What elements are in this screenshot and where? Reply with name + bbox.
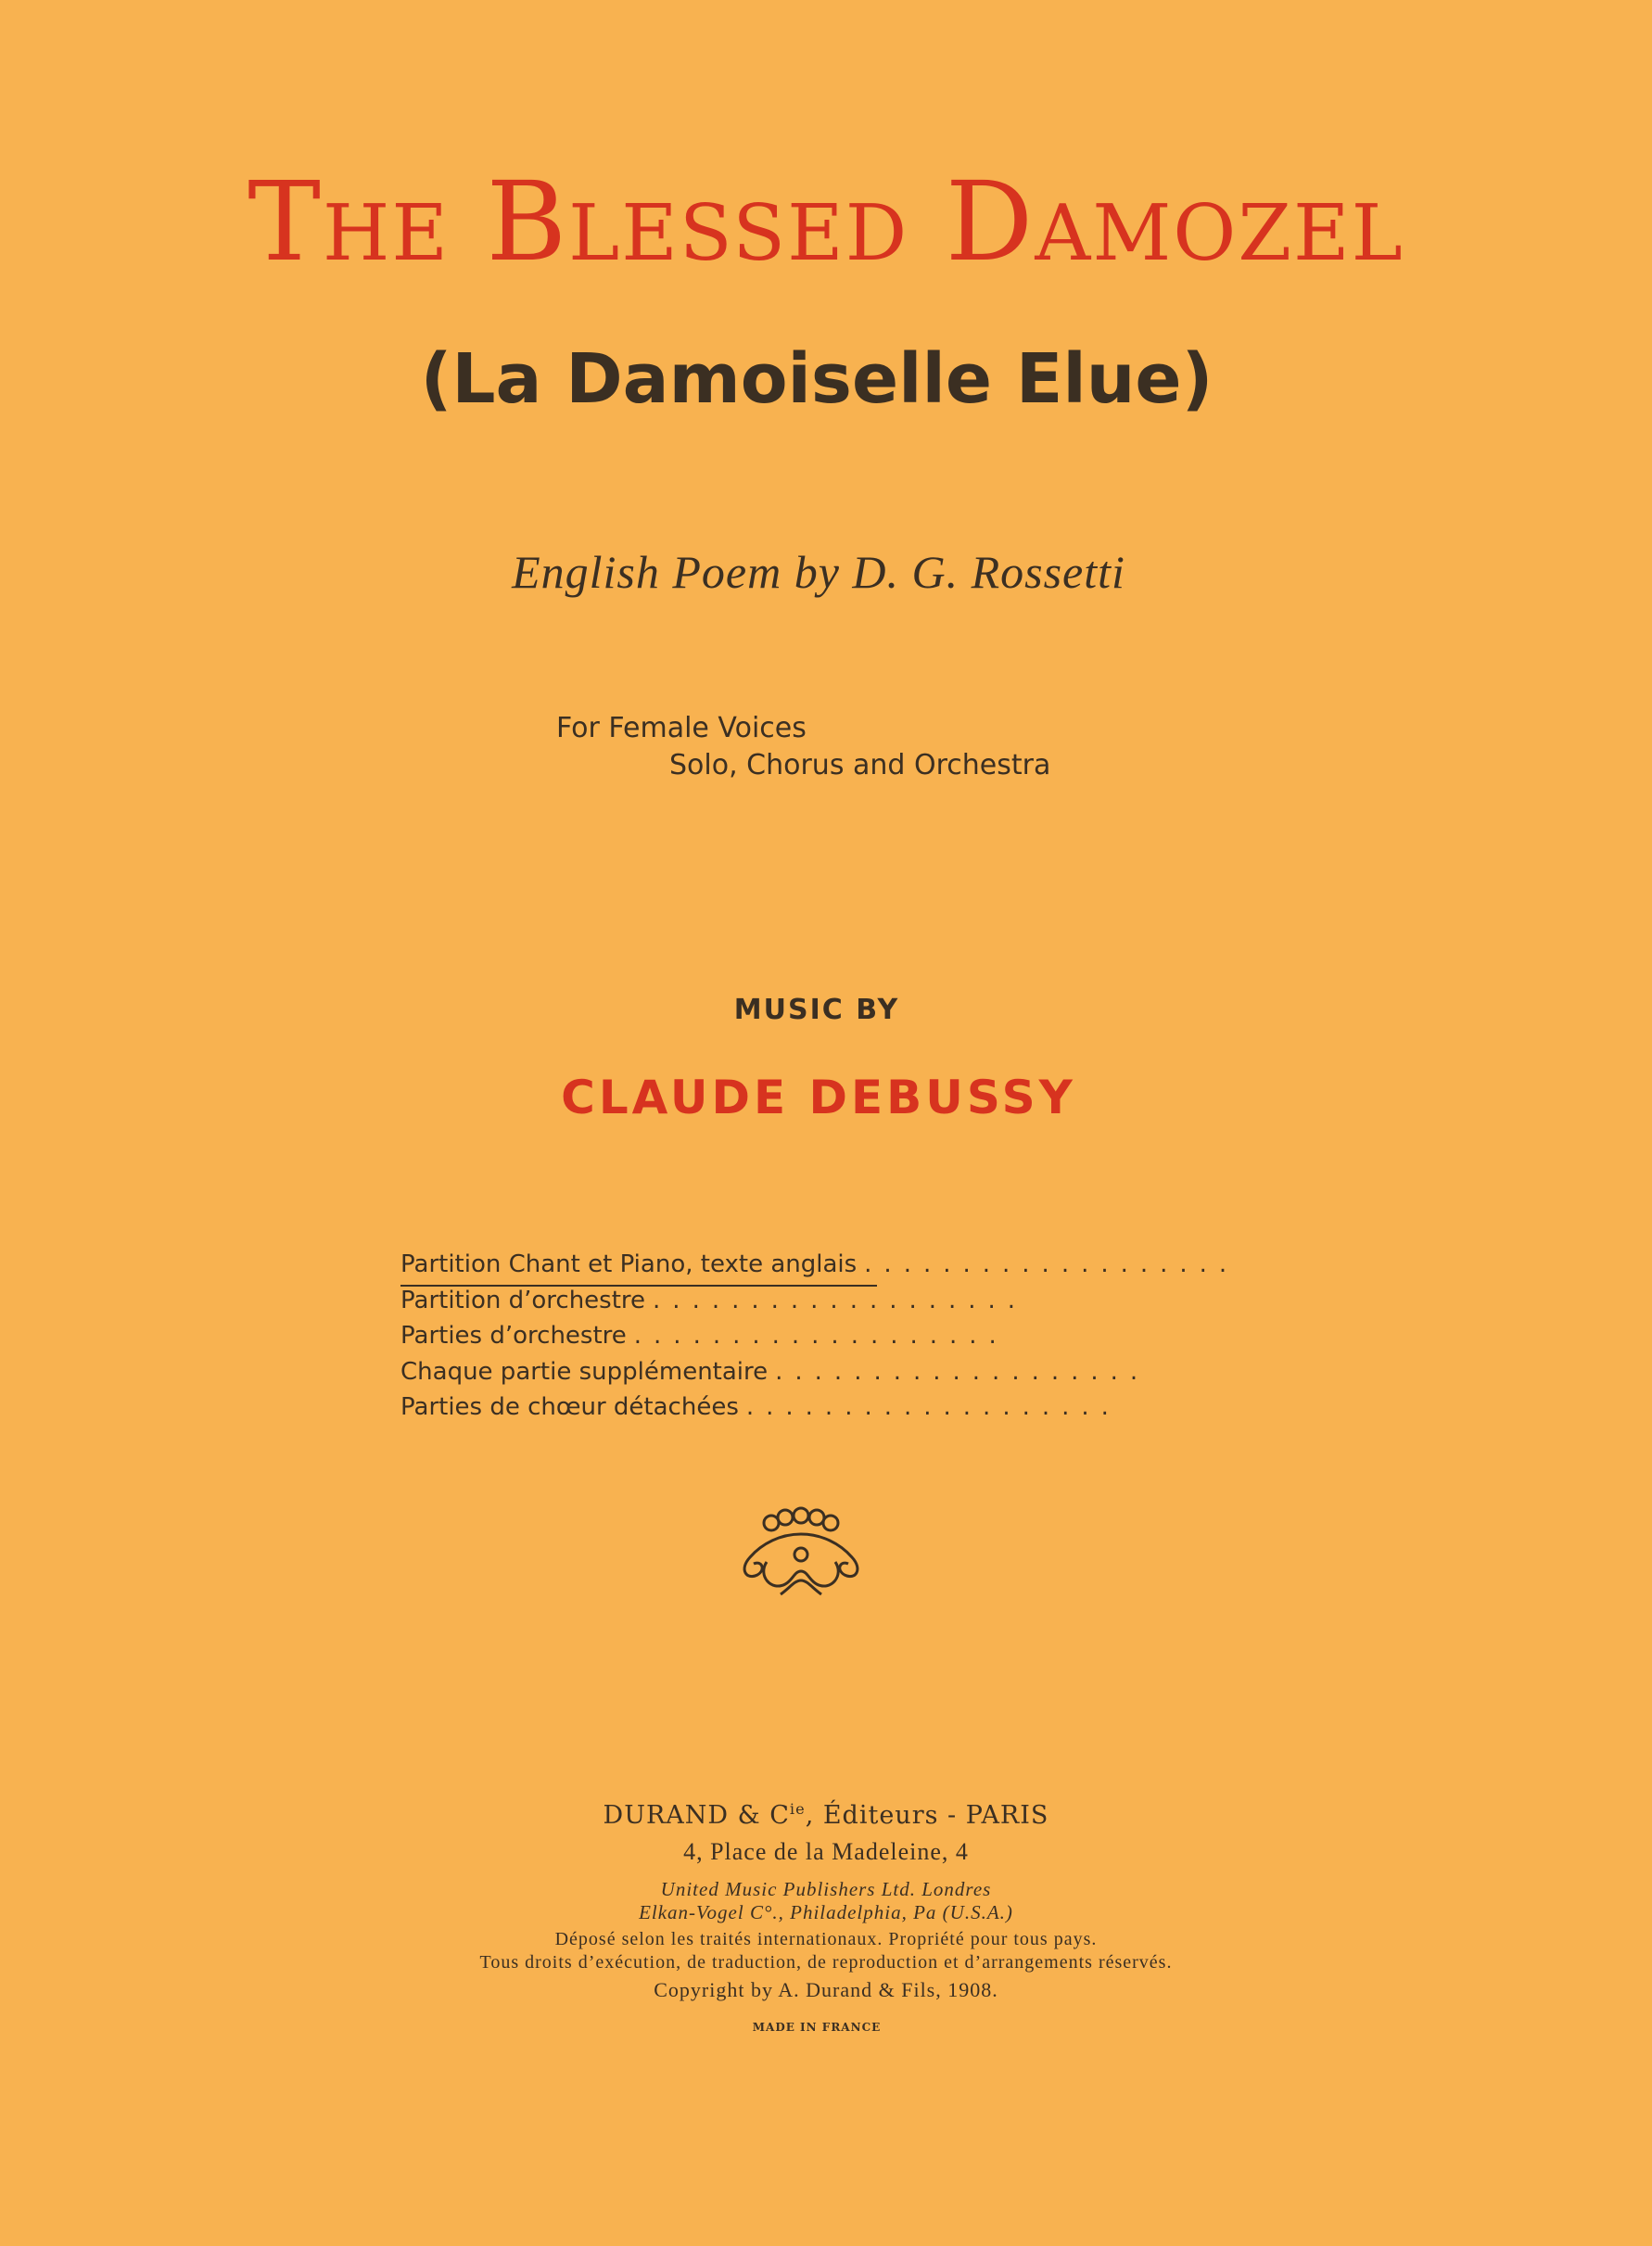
publisher-name-sup: ie — [789, 1800, 806, 1818]
leader-dots: ................... — [633, 1322, 1009, 1350]
composer-name: CLAUDE DEBUSSY — [561, 1071, 1076, 1124]
publisher-name — [0, 1800, 1652, 1830]
edition-row — [400, 1250, 1239, 1287]
legal-notice-1: Déposé selon les traités internationaux. Propriété pour tous pays. — [554, 1929, 1098, 1949]
edition-label: Chaque partie supplémentaire — [400, 1357, 769, 1386]
work-title: The Blessed Damozel — [248, 158, 1404, 286]
edition-label: Partition d’orchestre — [400, 1286, 646, 1314]
legal-notice-2: Tous droits d’exécution, de traduction, de reproduction et d’arrangements réservés. — [479, 1952, 1173, 1973]
edition-label: Parties de chœur détachées — [400, 1393, 739, 1421]
publisher-emblem-icon — [730, 1506, 873, 1599]
edition-label: Parties d’orchestre — [400, 1322, 627, 1350]
publisher-address: 4, Place de la Madeleine, 4 — [683, 1838, 969, 1865]
edition-underline — [400, 1285, 877, 1287]
work-subtitle: (La Damoiselle Elue) — [420, 339, 1214, 419]
publisher-name-tail: , Éditeurs - PARIS — [805, 1801, 1049, 1830]
made-in-label: MADE IN FRANCE — [752, 2021, 882, 2034]
poem-credit: English Poem by D. G. Rossetti — [512, 546, 1125, 598]
edition-row — [400, 1287, 1031, 1323]
leader-dots: ................... — [653, 1286, 1028, 1314]
edition-label: Partition Chant et Piano, texte anglais — [400, 1250, 858, 1278]
leader-dots: ................... — [775, 1357, 1150, 1386]
edition-row — [400, 1357, 1150, 1394]
agent-philadelphia: Elkan-Vogel C°., Philadelphia, Pa (U.S.A.) — [639, 1901, 1013, 1923]
agent-london: United Music Publishers Ltd. Londres — [660, 1878, 992, 1900]
editions-list — [400, 1250, 1239, 1429]
voices-line-1: For Female Voices — [556, 712, 807, 744]
edition-row — [400, 1393, 1121, 1429]
leader-dots: ................... — [864, 1250, 1239, 1278]
edition-row — [400, 1322, 1031, 1358]
publisher-name-text: DURAND & C — [603, 1801, 790, 1830]
copyright-notice: Copyright by A. Durand & Fils, 1908. — [654, 1978, 998, 2001]
music-by-label: MUSIC BY — [733, 994, 900, 1026]
voices-line-2: Solo, Chorus and Orchestra — [669, 749, 1051, 781]
leader-dots: ................... — [745, 1393, 1121, 1421]
